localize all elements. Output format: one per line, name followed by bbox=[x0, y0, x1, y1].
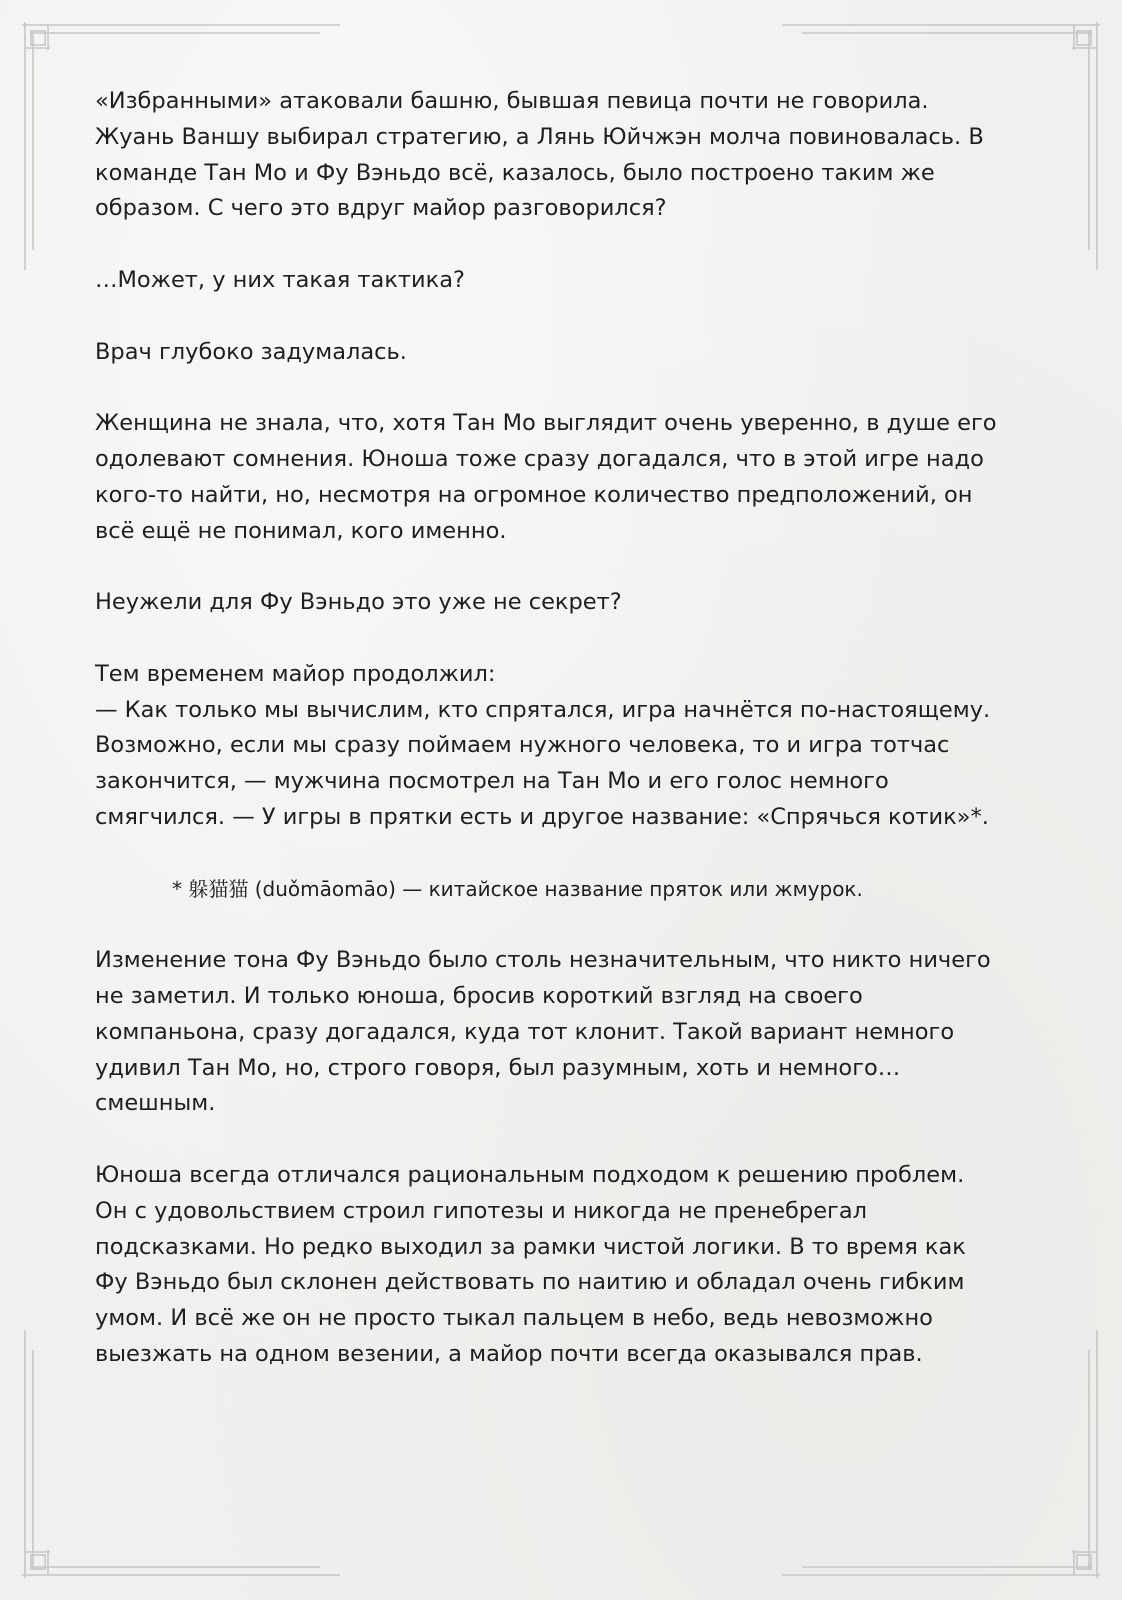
text-line: всё ещё не понимал, кого именно. bbox=[95, 517, 507, 544]
text-line: смягчился. — У игры в прятки есть и другое название: «Спрячься котик»*. bbox=[95, 803, 989, 830]
text-line: Жуань Ваншу выбирал стратегию, а Лянь Юйчжэн молча повиновалась. В bbox=[95, 123, 984, 150]
paragraph bbox=[95, 657, 1035, 836]
text-line: «Избранными» атаковали башню, бывшая певица почти не говорила. bbox=[95, 88, 929, 114]
text-line: выезжать на одном везении, а майор почти всегда оказывался прав. bbox=[95, 1340, 923, 1367]
text-line: команде Тан Мо и Фу Вэньдо всё, казалось, было построено таким же bbox=[95, 159, 935, 186]
footnote-text: * 躲猫猫 (duǒmāomāo) — китайское название пряток или жмурок. bbox=[172, 876, 863, 901]
text-line: …Может, у них такая тактика? bbox=[95, 266, 465, 293]
text-line: Неужели для Фу Вэньдо это уже не секрет? bbox=[95, 589, 622, 616]
text-line: подсказками. Но редко выходил за рамки чистой логики. В то время как bbox=[95, 1233, 966, 1260]
text-line: не заметил. И только юноша, бросив короткий взгляд на своего bbox=[95, 982, 863, 1009]
text-line: закончится, — мужчина посмотрел на Тан Мо и его голос немного bbox=[95, 768, 889, 795]
text-line: удивил Тан Мо, но, строго говоря, был разумным, хоть и немного… bbox=[95, 1054, 901, 1081]
text-line: Женщина не знала, что, хотя Тан Мо выглядит очень уверенно, в душе его bbox=[95, 410, 997, 437]
body-text bbox=[95, 84, 1035, 1373]
text-line: Юноша всегда отличался рациональным подходом к решению проблем. bbox=[95, 1161, 965, 1188]
text-line: Изменение тона Фу Вэньдо было столь незначительным, что никто ничего bbox=[95, 947, 991, 974]
text-line: кого-то найти, но, несмотря на огромное количество предположений, он bbox=[95, 481, 973, 508]
footnote bbox=[95, 872, 1035, 908]
text-line: Он с удовольствием строил гипотезы и никогда не пренебрегал bbox=[95, 1197, 868, 1224]
text-line: Возможно, если мы сразу поймаем нужного человека, то и игра тотчас bbox=[95, 732, 950, 759]
paragraph bbox=[95, 406, 1035, 549]
paragraph bbox=[95, 585, 1035, 621]
paragraph bbox=[95, 263, 1035, 299]
paragraph bbox=[95, 84, 1035, 227]
text-line: Фу Вэньдо был склонен действовать по наитию и обладал очень гибким bbox=[95, 1269, 965, 1296]
text-line: — Как только мы вычислим, кто спрятался, игра начнётся по-настоящему. bbox=[95, 696, 991, 723]
paragraph bbox=[95, 1158, 1035, 1373]
text-line: Тем временем майор продолжил: bbox=[95, 660, 496, 687]
paragraph bbox=[95, 943, 1035, 1122]
text-line: одолевают сомнения. Юноша тоже сразу догадался, что в этой игре надо bbox=[95, 445, 984, 472]
paragraph bbox=[95, 335, 1035, 371]
text-line: Врач глубоко задумалась. bbox=[95, 338, 407, 365]
text-line: смешным. bbox=[95, 1090, 216, 1117]
text-line: компаньона, сразу догадался, куда тот клонит. Такой вариант немного bbox=[95, 1018, 955, 1045]
text-line: образом. С чего это вдруг майор разговорился? bbox=[95, 195, 667, 222]
text-line: умом. И всё же он не просто тыкал пальцем в небо, ведь невозможно bbox=[95, 1305, 933, 1332]
